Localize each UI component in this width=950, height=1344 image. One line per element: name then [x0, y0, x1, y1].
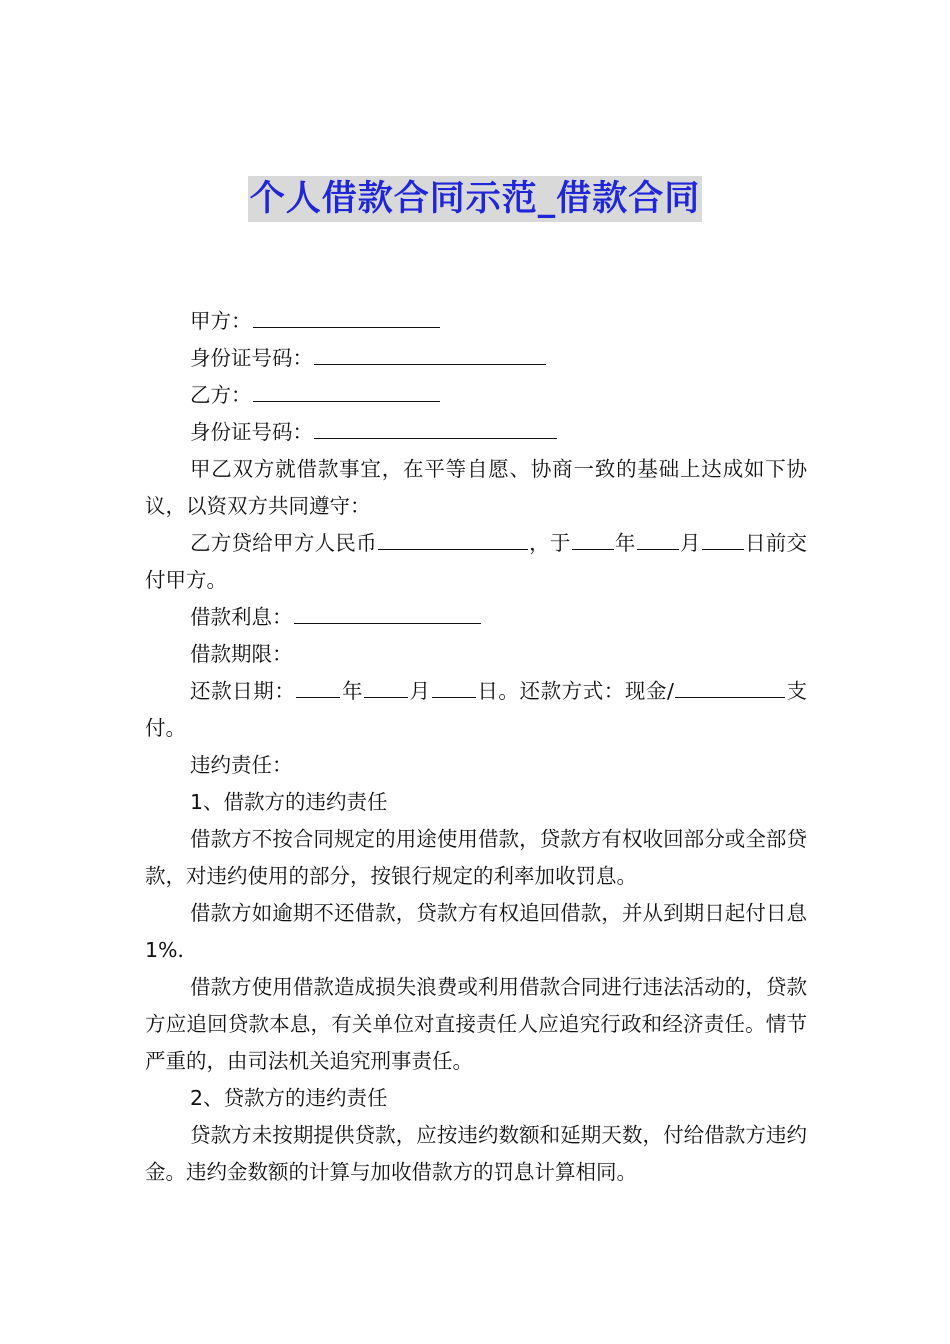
party-a-id-line — [145, 340, 807, 377]
loan-year-blank — [572, 525, 614, 550]
section1-paragraph-1: 借款方不按合同规定的用途使用借款，贷款方有权收回部分或全部贷款，对违约使用的部分，按银行规定的利率加收罚息。 — [145, 827, 807, 888]
repayment-month-blank — [364, 673, 408, 698]
repayment-month-label: 月 — [409, 679, 431, 703]
loan-month-label: 月 — [679, 531, 701, 555]
party-b-id-line — [145, 414, 807, 451]
repayment-day-blank — [432, 673, 476, 698]
party-a-id-label: 身份证号码： — [190, 346, 313, 370]
party-b-id-blank — [314, 414, 557, 439]
repayment-label: 还款日期： — [190, 679, 296, 703]
loan-clause-part3: 前交付甲方。 — [145, 531, 808, 592]
party-b-id-label: 身份证号码： — [190, 420, 313, 444]
repayment-year-label: 年 — [341, 679, 364, 703]
interest-blank — [294, 599, 481, 624]
interest-label: 借款利息： — [190, 605, 293, 629]
party-a-line — [145, 303, 807, 340]
repayment-paragraph — [145, 673, 807, 747]
loan-month-blank — [637, 525, 679, 550]
section1-paragraph-3: 借款方使用借款造成损失浪费或利用借款合同进行违法活动的，贷款方应追回贷款本息，有关单位对直接责任人应追究行政和经济责任。情节严重的，由司法机关追究刑事责任。 — [145, 975, 807, 1073]
party-a-blank — [253, 303, 440, 328]
loan-day-blank — [702, 525, 744, 550]
loan-clause-part1: 乙方贷给甲方人民币 — [190, 531, 377, 555]
section1-heading: 1、借款方的违约责任 — [190, 790, 388, 814]
preamble-paragraph: 甲乙双方就借款事宜，在平等自愿、协商一致的基础上达成如下协议，以资双方共同遵守： — [145, 457, 807, 518]
party-b-label: 乙方： — [190, 383, 252, 407]
section2-paragraph-1: 贷款方未按期提供贷款，应按违约数额和延期天数，付给借款方违约金。违约金数额的计算与加收借款方的罚息计算相同。 — [145, 1123, 807, 1184]
repayment-method-text: 日。还款方式：现金/ — [476, 679, 674, 703]
document-title: 个人借款合同示范_借款合同 — [248, 176, 703, 222]
term-line — [145, 636, 807, 673]
liability-heading: 违约责任： — [190, 753, 293, 777]
interest-line — [145, 599, 807, 636]
loan-year-label: 年 — [614, 531, 636, 555]
party-b-line — [145, 377, 807, 414]
party-a-label: 甲方： — [190, 309, 252, 333]
contract-body — [145, 303, 807, 1191]
repayment-method-blank — [675, 673, 785, 698]
loan-day-label: 日 — [744, 531, 766, 555]
loan-clause-part2: ，于 — [528, 531, 571, 555]
section1-paragraph-2: 借款方如逾期不还借款，贷款方有权追回借款，并从到期日起付日息 1%． — [145, 901, 807, 962]
loan-amount-blank — [378, 525, 528, 550]
party-a-id-blank — [314, 340, 546, 365]
section2-heading: 2、贷款方的违约责任 — [190, 1086, 388, 1110]
repayment-tail: 支付。 — [145, 679, 808, 740]
loan-amount-paragraph — [145, 525, 807, 599]
term-label: 借款期限： — [190, 642, 293, 666]
repayment-year-blank — [296, 673, 340, 698]
document-title-block — [0, 176, 950, 229]
party-b-blank — [253, 377, 440, 402]
